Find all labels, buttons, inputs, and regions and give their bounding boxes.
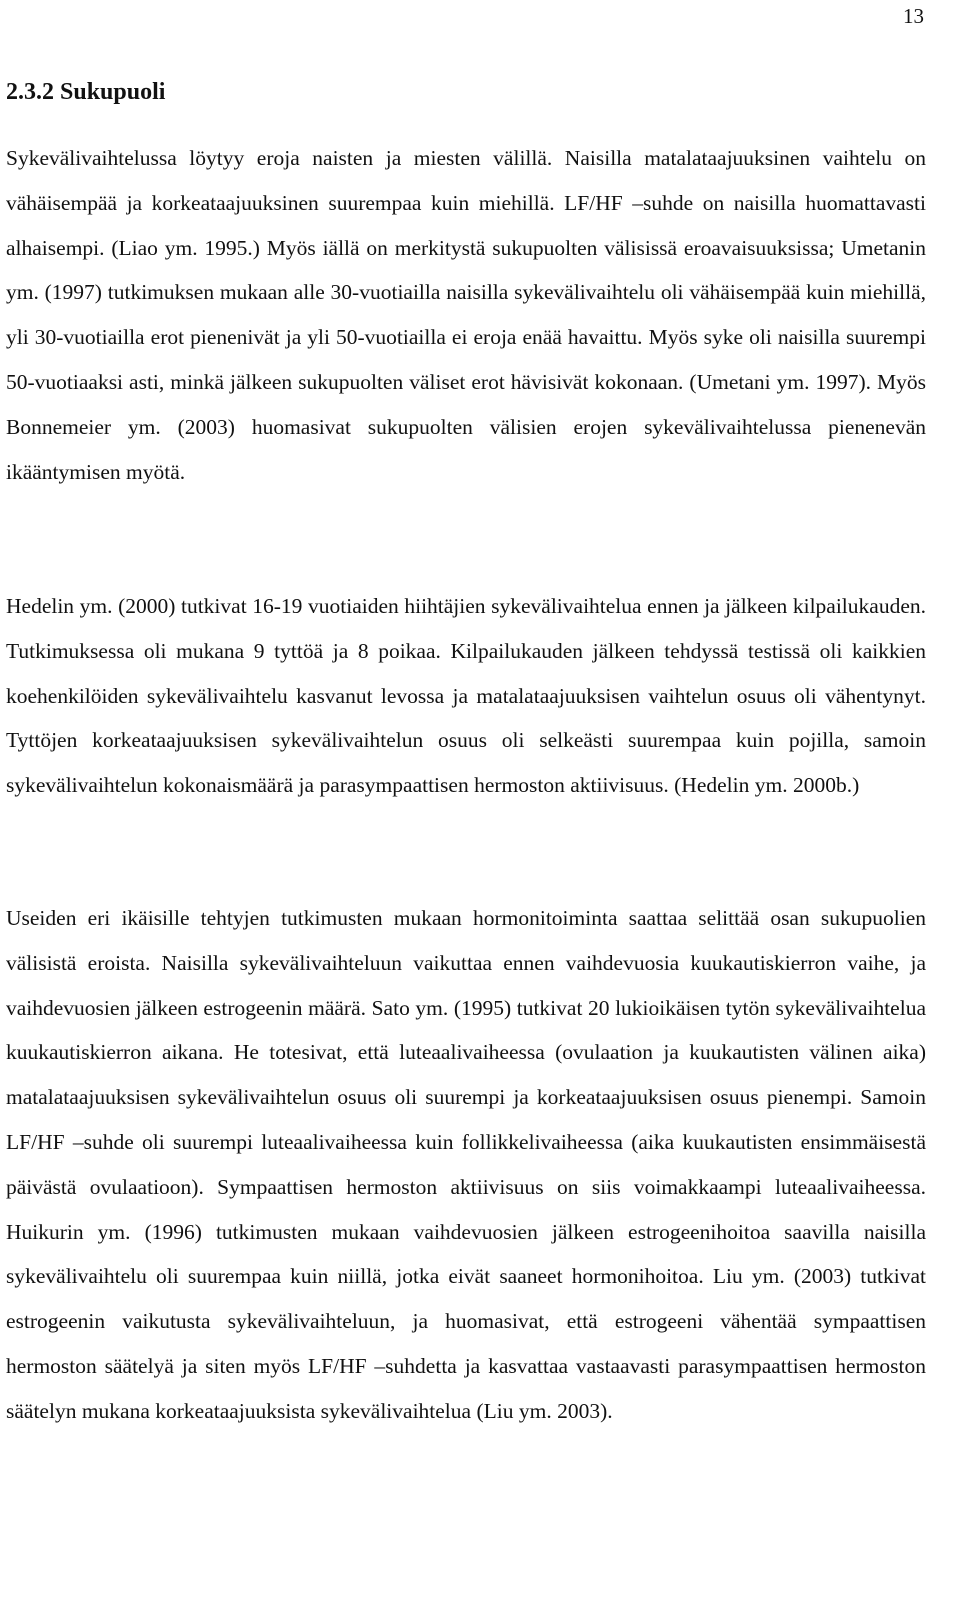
paragraph-skiers-study: Hedelin ym. (2000) tutkivat 16-19 vuotiaiden hiihtäjien sykevälivaihtelua ennen ja jälkeen kilpailukauden. Tutkimuksessa oli mukana 9 tyttöä ja 8 poikaa. Kilpailukauden jälkeen tehdyssä testissä oli kaikkien koehenkilöiden sykevälivaihtelu kasvanut levossa ja matalataajuuksisen vaihtelun osuus oli vähentynyt. Tyttöjen korkeataajuuksisen sykevälivaihtelun osuus oli selkeästi suurempaa kuin pojilla, samoin sykevälivaihtelun kokonaismäärä ja parasympaattisen hermoston aktiivisuus. (Hedelin ym. 2000b.) bbox=[6, 594, 926, 798]
paragraph-gender-differences: Sykevälivaihtelussa löytyy eroja naisten ja miesten välillä. Naisilla matalataajuuksinen vaihtelu on vähäisempää ja korkeataajuuksinen suurempaa kuin miehillä. LF/HF –suhde on naisilla huomattavasti alhaisempi. (Liao ym. 1995.) Myös iällä on merkitystä sukupuolten välisissä eroavaisuuksissa; Umetanin ym. (1997) tutkimuksen mukaan alle 30-vuotiailla naisilla sykevälivaihtelu oli vähäisempää kuin miehillä, yli 30-vuotiailla erot pienenivät ja yli 50-vuotiailla ei eroja enää havaittu. Myös syke oli naisilla suurempi 50-vuotiaaksi asti, minkä jälkeen sukupuolten väliset erot hävisivät kokonaan. (Umetani ym. 1997). Myös Bonnemeier ym. (2003) huomasivat sukupuolten välisien erojen sykevälivaihtelussa pienenevän ikääntymisen myötä. bbox=[6, 146, 926, 484]
paragraph-hormones: Useiden eri ikäisille tehtyjen tutkimusten mukaan hormonitoiminta saattaa selittää osan sukupuolien välisistä eroista. Naisilla sykevälivaihteluun vaikuttaa ennen vaihdevuosia kuukautiskierron vaihe, ja vaihdevuosien jälkeen estrogeenin määrä. Sato ym. (1995) tutkivat 20 lukioikäisen tytön sykevälivaihtelua kuukautiskierron aikana. He totesivat, että luteaalivaiheessa (ovulaation ja kuukautisten välinen aika) matalataajuuksisen sykevälivaihtelun osuus oli suurempi ja korkeataajuuksisen osuus pienempi. Samoin LF/HF –suhde oli suurempi luteaalivaiheessa kuin follikkelivaiheessa (aika kuukautisten ensimmäisestä päivästä ovulaatioon). Sympaattisen hermoston aktiivisuus on siis voimakkaampi luteaalivaiheessa. Huikurin ym. (1996) tutkimusten mukaan vaihdevuosien jälkeen estrogeenihoitoa saavilla naisilla sykevälivaihtelu oli suurempaa kuin niillä, jotka eivät saaneet hormonihoitoa. Liu ym. (2003) tutkivat estrogeenin vaikutusta sykevälivaihteluun, ja huomasivat, että estrogeeni vähentää sympaattisen hermoston säätelyä ja siten myös LF/HF –suhdetta ja kasvattaa vastaavasti parasympaattisen hermoston säätelyn mukana korkeataajuuksista sykevälivaihtelua (Liu ym. 2003). bbox=[6, 906, 926, 1423]
page-number: 13 bbox=[903, 4, 924, 28]
section-heading: 2.3.2 Sukupuoli bbox=[6, 79, 166, 105]
